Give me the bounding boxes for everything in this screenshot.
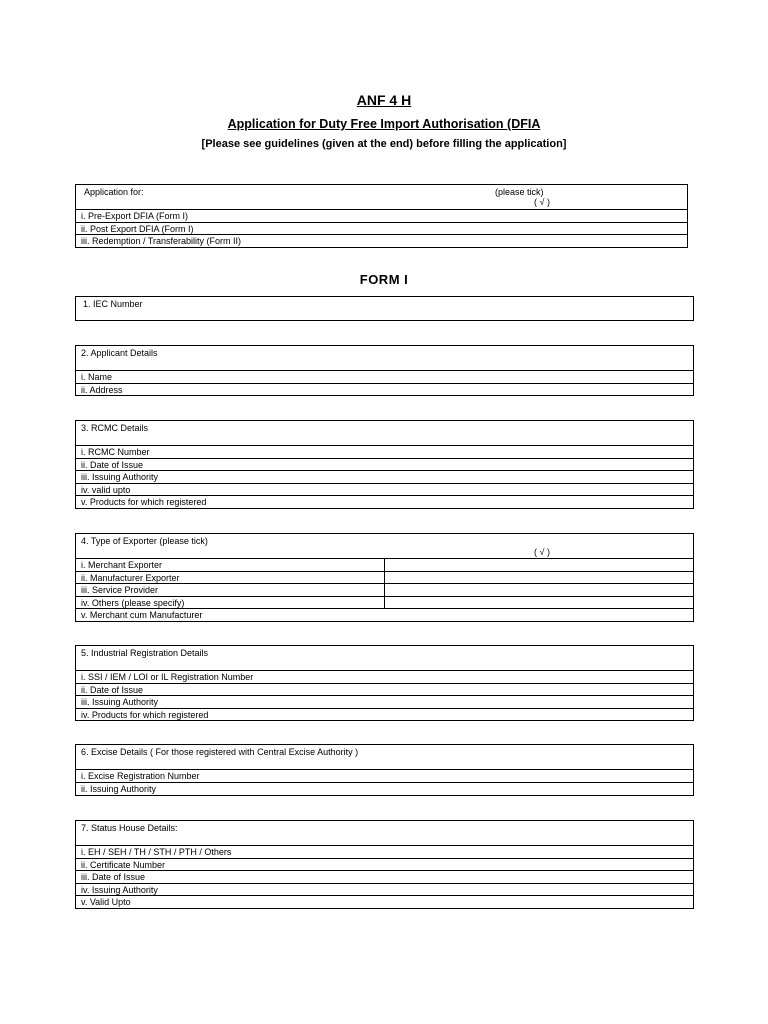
exporter-merchant-option[interactable]: i. Merchant Exporter <box>76 559 693 572</box>
exporter-header <box>76 534 693 559</box>
guidelines-note: [Please see guidelines (given at the end) before filling the application] <box>201 138 567 150</box>
exporter-merchant-cum-option[interactable]: v. Merchant cum Manufacturer <box>81 610 203 620</box>
exporter-tick-symbol: ( √ ) <box>534 547 550 557</box>
status-house-section <box>75 820 694 909</box>
please-tick-label: (please tick) <box>495 187 544 197</box>
exporter-label: 4. Type of Exporter (please tick) <box>81 536 208 546</box>
exporter-manufacturer-option[interactable]: ii. Manufacturer Exporter <box>76 572 693 585</box>
option-redemption[interactable]: iii. Redemption / Transferability (Form II) <box>81 236 242 246</box>
applicant-name-field[interactable]: i. Name <box>76 371 693 384</box>
status-house-certificate-field[interactable]: ii. Certificate Number <box>76 859 693 872</box>
industrial-section <box>75 645 694 721</box>
rcmc-header <box>76 421 693 446</box>
application-for-label: Application for: <box>84 187 144 197</box>
applicant-address-field[interactable]: ii. Address <box>81 384 123 395</box>
tick-symbol: ( √ ) <box>534 197 550 207</box>
industrial-label: 5. Industrial Registration Details <box>81 648 209 658</box>
exporter-others-option[interactable]: iv. Others (please specify) <box>76 597 693 610</box>
rcmc-authority-field[interactable]: iii. Issuing Authority <box>76 471 693 484</box>
rcmc-products-field[interactable]: v. Products for which registered <box>81 497 207 507</box>
applicant-label: 2. Applicant Details <box>81 348 158 358</box>
industrial-date-field[interactable]: ii. Date of Issue <box>76 684 693 697</box>
rcmc-valid-field[interactable]: iv. valid upto <box>76 484 693 497</box>
rcmc-date-field[interactable]: ii. Date of Issue <box>76 459 693 472</box>
rcmc-section <box>75 420 694 509</box>
industrial-registration-field[interactable]: i. SSI / IEM / LOI or IL Registration Number <box>76 671 693 684</box>
application-for-box <box>75 184 688 248</box>
rcmc-label: 3. RCMC Details <box>81 423 149 433</box>
exporter-section <box>75 533 694 622</box>
iec-section <box>75 296 694 321</box>
exporter-service-option[interactable]: iii. Service Provider <box>76 584 693 597</box>
form-title: Application for Duty Free Import Authorisation (DFIA <box>227 117 541 131</box>
application-for-header <box>76 185 687 210</box>
form-code-title: ANF 4 H <box>356 92 412 108</box>
applicant-section <box>75 345 694 396</box>
option-pre-export[interactable]: i. Pre-Export DFIA (Form I) <box>76 210 687 223</box>
status-house-label: 7. Status House Details: <box>81 823 178 833</box>
excise-authority-field[interactable]: ii. Issuing Authority <box>81 783 157 794</box>
industrial-products-field[interactable]: iv. Products for which registered <box>81 709 209 720</box>
excise-header <box>76 745 693 770</box>
status-house-date-field[interactable]: iii. Date of Issue <box>76 871 693 884</box>
status-house-authority-field[interactable]: iv. Issuing Authority <box>76 884 693 897</box>
excise-section <box>75 744 694 796</box>
form-heading: FORM I <box>359 272 409 287</box>
industrial-authority-field[interactable]: iii. Issuing Authority <box>76 696 693 709</box>
excise-registration-field[interactable]: i. Excise Registration Number <box>76 770 693 783</box>
status-house-category-field[interactable]: i. EH / SEH / TH / STH / PTH / Others <box>76 846 693 859</box>
industrial-header <box>76 646 693 671</box>
rcmc-number-field[interactable]: i. RCMC Number <box>76 446 693 459</box>
option-post-export[interactable]: ii. Post Export DFIA (Form I) <box>76 223 687 236</box>
iec-label: 1. IEC Number <box>83 299 143 309</box>
status-house-valid-field[interactable]: v. Valid Upto <box>81 897 131 907</box>
excise-label: 6. Excise Details ( For those registered with Central Excise Authority ) <box>81 747 359 757</box>
applicant-header <box>76 346 693 371</box>
status-house-header <box>76 821 693 846</box>
